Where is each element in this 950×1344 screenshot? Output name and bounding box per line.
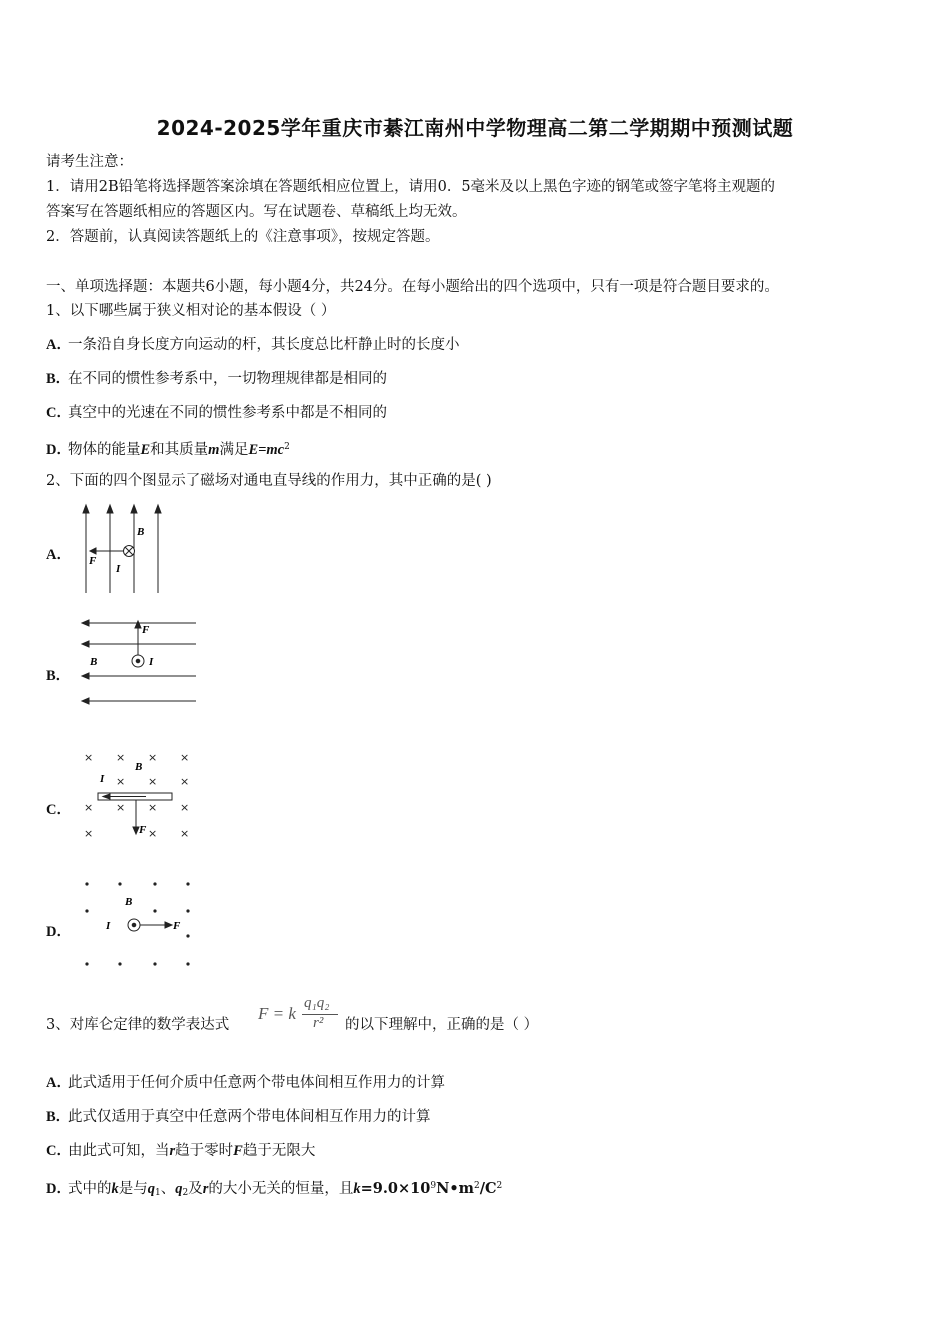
figure-c-svg <box>78 748 198 843</box>
label-B: B <box>135 761 143 773</box>
exponent: 2 <box>473 1181 480 1191</box>
var-F: F <box>233 1143 243 1159</box>
q1-option-c[interactable] <box>46 403 387 423</box>
svg-text:×: × <box>116 751 126 764</box>
svg-text:×: × <box>180 775 190 788</box>
svg-text:×: × <box>84 751 94 764</box>
option-label: C． <box>46 405 71 421</box>
label-F: F <box>139 824 147 836</box>
arrowhead <box>82 641 89 647</box>
var-E: E <box>140 442 151 458</box>
notice-item-1-line-1: 1．请用2B铅笔将选择题答案涂填在答题纸相应位置上，请用0．5毫米及以上黑色字迹的钢笔或签字笔将主观题的 <box>46 179 776 195</box>
label-B: B <box>90 656 98 668</box>
mass-energy-formula: E=mc <box>248 442 285 458</box>
coulomb-law-formula <box>258 996 344 1036</box>
arrowhead <box>135 621 141 628</box>
q1-option-d[interactable] <box>46 437 290 460</box>
var-r: r <box>202 1181 209 1197</box>
exponent: 2 <box>496 1181 503 1191</box>
exponent: 9 <box>430 1181 437 1191</box>
option-text-post: 趋于无限大 <box>242 1143 316 1159</box>
label-F: F <box>89 555 97 567</box>
label-I: I <box>106 920 111 932</box>
option-text-pre: 式中的 <box>68 1181 112 1197</box>
option-text-post: 满足 <box>219 442 249 458</box>
option-text-pre: 由此式可知，当 <box>68 1143 170 1159</box>
figure-d-svg <box>80 878 200 973</box>
svg-text:×: × <box>180 751 190 764</box>
option-label: A． <box>46 1075 71 1091</box>
var-r: r <box>169 1143 176 1159</box>
svg-text:×: × <box>180 827 190 840</box>
q2-figure-a[interactable] <box>78 505 168 595</box>
notice-heading: 请考生注意： <box>46 154 133 170</box>
svg-text:×: × <box>148 801 158 814</box>
page-title: 2024-2025学年重庆市綦江南州中学物理高二第二学期期中预测试题 <box>156 116 794 140</box>
q2-option-b-label[interactable]: B． <box>46 668 71 684</box>
notice-item-2: 2．答题前，认真阅读答题纸上的《注意事项》，按规定答题。 <box>46 229 440 245</box>
formula-denominator: r² <box>313 1015 324 1031</box>
option-label: D． <box>46 442 71 458</box>
label-B: B <box>125 896 133 908</box>
option-text: 此式仅适用于真空中任意两个带电体间相互作用力的计算 <box>68 1109 431 1125</box>
var-k: k <box>111 1181 119 1197</box>
arrowhead <box>82 620 89 626</box>
label-I: I <box>116 563 121 575</box>
arrowhead <box>107 505 113 513</box>
q2-figure-c[interactable] <box>78 748 198 843</box>
q3-option-b[interactable] <box>46 1107 431 1127</box>
exponent: 2 <box>284 442 290 452</box>
option-text: 真空中的光速在不同的惯性参考系中都是不相同的 <box>68 405 387 421</box>
var-q1: q <box>147 1181 155 1197</box>
svg-text:×: × <box>116 775 126 788</box>
svg-text:×: × <box>148 827 158 840</box>
unit: /C <box>479 1180 497 1197</box>
option-label: B． <box>46 1109 71 1125</box>
formula-lhs: F = k <box>258 1004 296 1023</box>
q2-option-d-label[interactable]: D． <box>46 924 71 940</box>
svg-text:×: × <box>84 801 94 814</box>
svg-text:×: × <box>148 751 158 764</box>
option-text-mid1: 是与 <box>118 1181 148 1197</box>
q3-option-a[interactable] <box>46 1073 445 1093</box>
option-text-mid: 和其质量 <box>150 442 209 458</box>
dot-mark <box>132 923 136 927</box>
arrowhead <box>82 673 89 679</box>
q2-figure-b[interactable] <box>80 618 200 708</box>
var-k: k <box>353 1181 361 1197</box>
label-I: I <box>149 656 154 668</box>
figure-b-svg <box>80 618 200 708</box>
option-text-mid: 趋于零时 <box>175 1143 234 1159</box>
arrowhead <box>165 922 172 928</box>
notice-item-1-line-2: 答案写在答题纸相应的答题区内。写在试题卷、草稿纸上均无效。 <box>46 204 467 220</box>
option-text: 一条沿自身长度方向运动的杆，其长度总比杆静止时的长度小 <box>68 337 460 353</box>
separator: 、 <box>160 1181 176 1197</box>
option-label: D． <box>46 1181 71 1197</box>
q1-option-b[interactable] <box>46 369 387 389</box>
option-text: 此式适用于任何介质中任意两个带电体间相互作用力的计算 <box>68 1075 445 1091</box>
q3-option-c[interactable] <box>46 1141 315 1161</box>
option-text-mid3: 的大小无关的恒量，且 <box>208 1181 354 1197</box>
q1-option-a[interactable] <box>46 335 460 355</box>
subscript: 2 <box>182 1188 189 1198</box>
q2-figure-d[interactable] <box>80 878 200 973</box>
arrowhead <box>83 505 89 513</box>
q2-option-a-label[interactable]: A． <box>46 547 71 563</box>
dot-mark <box>136 659 140 663</box>
q2-stem: 2、下面的四个图显示了磁场对通电直导线的作用力，其中正确的是( ) <box>46 473 492 489</box>
var-m: m <box>208 442 220 458</box>
constant-value: =9.0×10 <box>360 1180 431 1197</box>
q3-option-d[interactable] <box>46 1176 502 1203</box>
option-label: A． <box>46 337 71 353</box>
arrowhead <box>82 698 89 704</box>
svg-text:×: × <box>148 775 158 788</box>
option-label: B． <box>46 371 71 387</box>
label-B: B <box>137 526 145 538</box>
label-F: F <box>142 624 150 636</box>
unit: N•m <box>436 1180 474 1197</box>
svg-text:×: × <box>116 801 126 814</box>
option-text-mid2: 及 <box>188 1181 203 1197</box>
formula-numerator: q₁q₂ <box>304 995 330 1011</box>
svg-text:×: × <box>84 827 94 840</box>
arrowhead <box>90 548 96 554</box>
arrowhead <box>155 505 161 513</box>
section-heading: 一、单项选择题：本题共6小题，每小题4分，共24分。在每小题给出的四个选项中，只有一项是符合题目要求的。 <box>46 279 779 295</box>
label-I: I <box>100 773 105 785</box>
option-text: 在不同的惯性参考系中，一切物理规律都是相同的 <box>68 371 387 387</box>
option-text-pre: 物体的能量 <box>68 442 141 458</box>
var-q2: q <box>175 1181 183 1197</box>
option-label: C． <box>46 1143 71 1159</box>
label-F: F <box>173 920 181 932</box>
q1-stem: 1、以下哪些属于狭义相对论的基本假设（ ） <box>46 303 336 319</box>
figure-a-svg <box>78 505 168 595</box>
q3-stem-pre: 3、对库仑定律的数学表达式 <box>46 1017 230 1033</box>
q2-option-c-label[interactable]: C． <box>46 802 71 818</box>
q3-stem-post: 的以下理解中，正确的是（ ） <box>345 1017 539 1033</box>
subscript: 1 <box>155 1188 161 1198</box>
svg-text:×: × <box>180 801 190 814</box>
arrowhead <box>131 505 137 513</box>
